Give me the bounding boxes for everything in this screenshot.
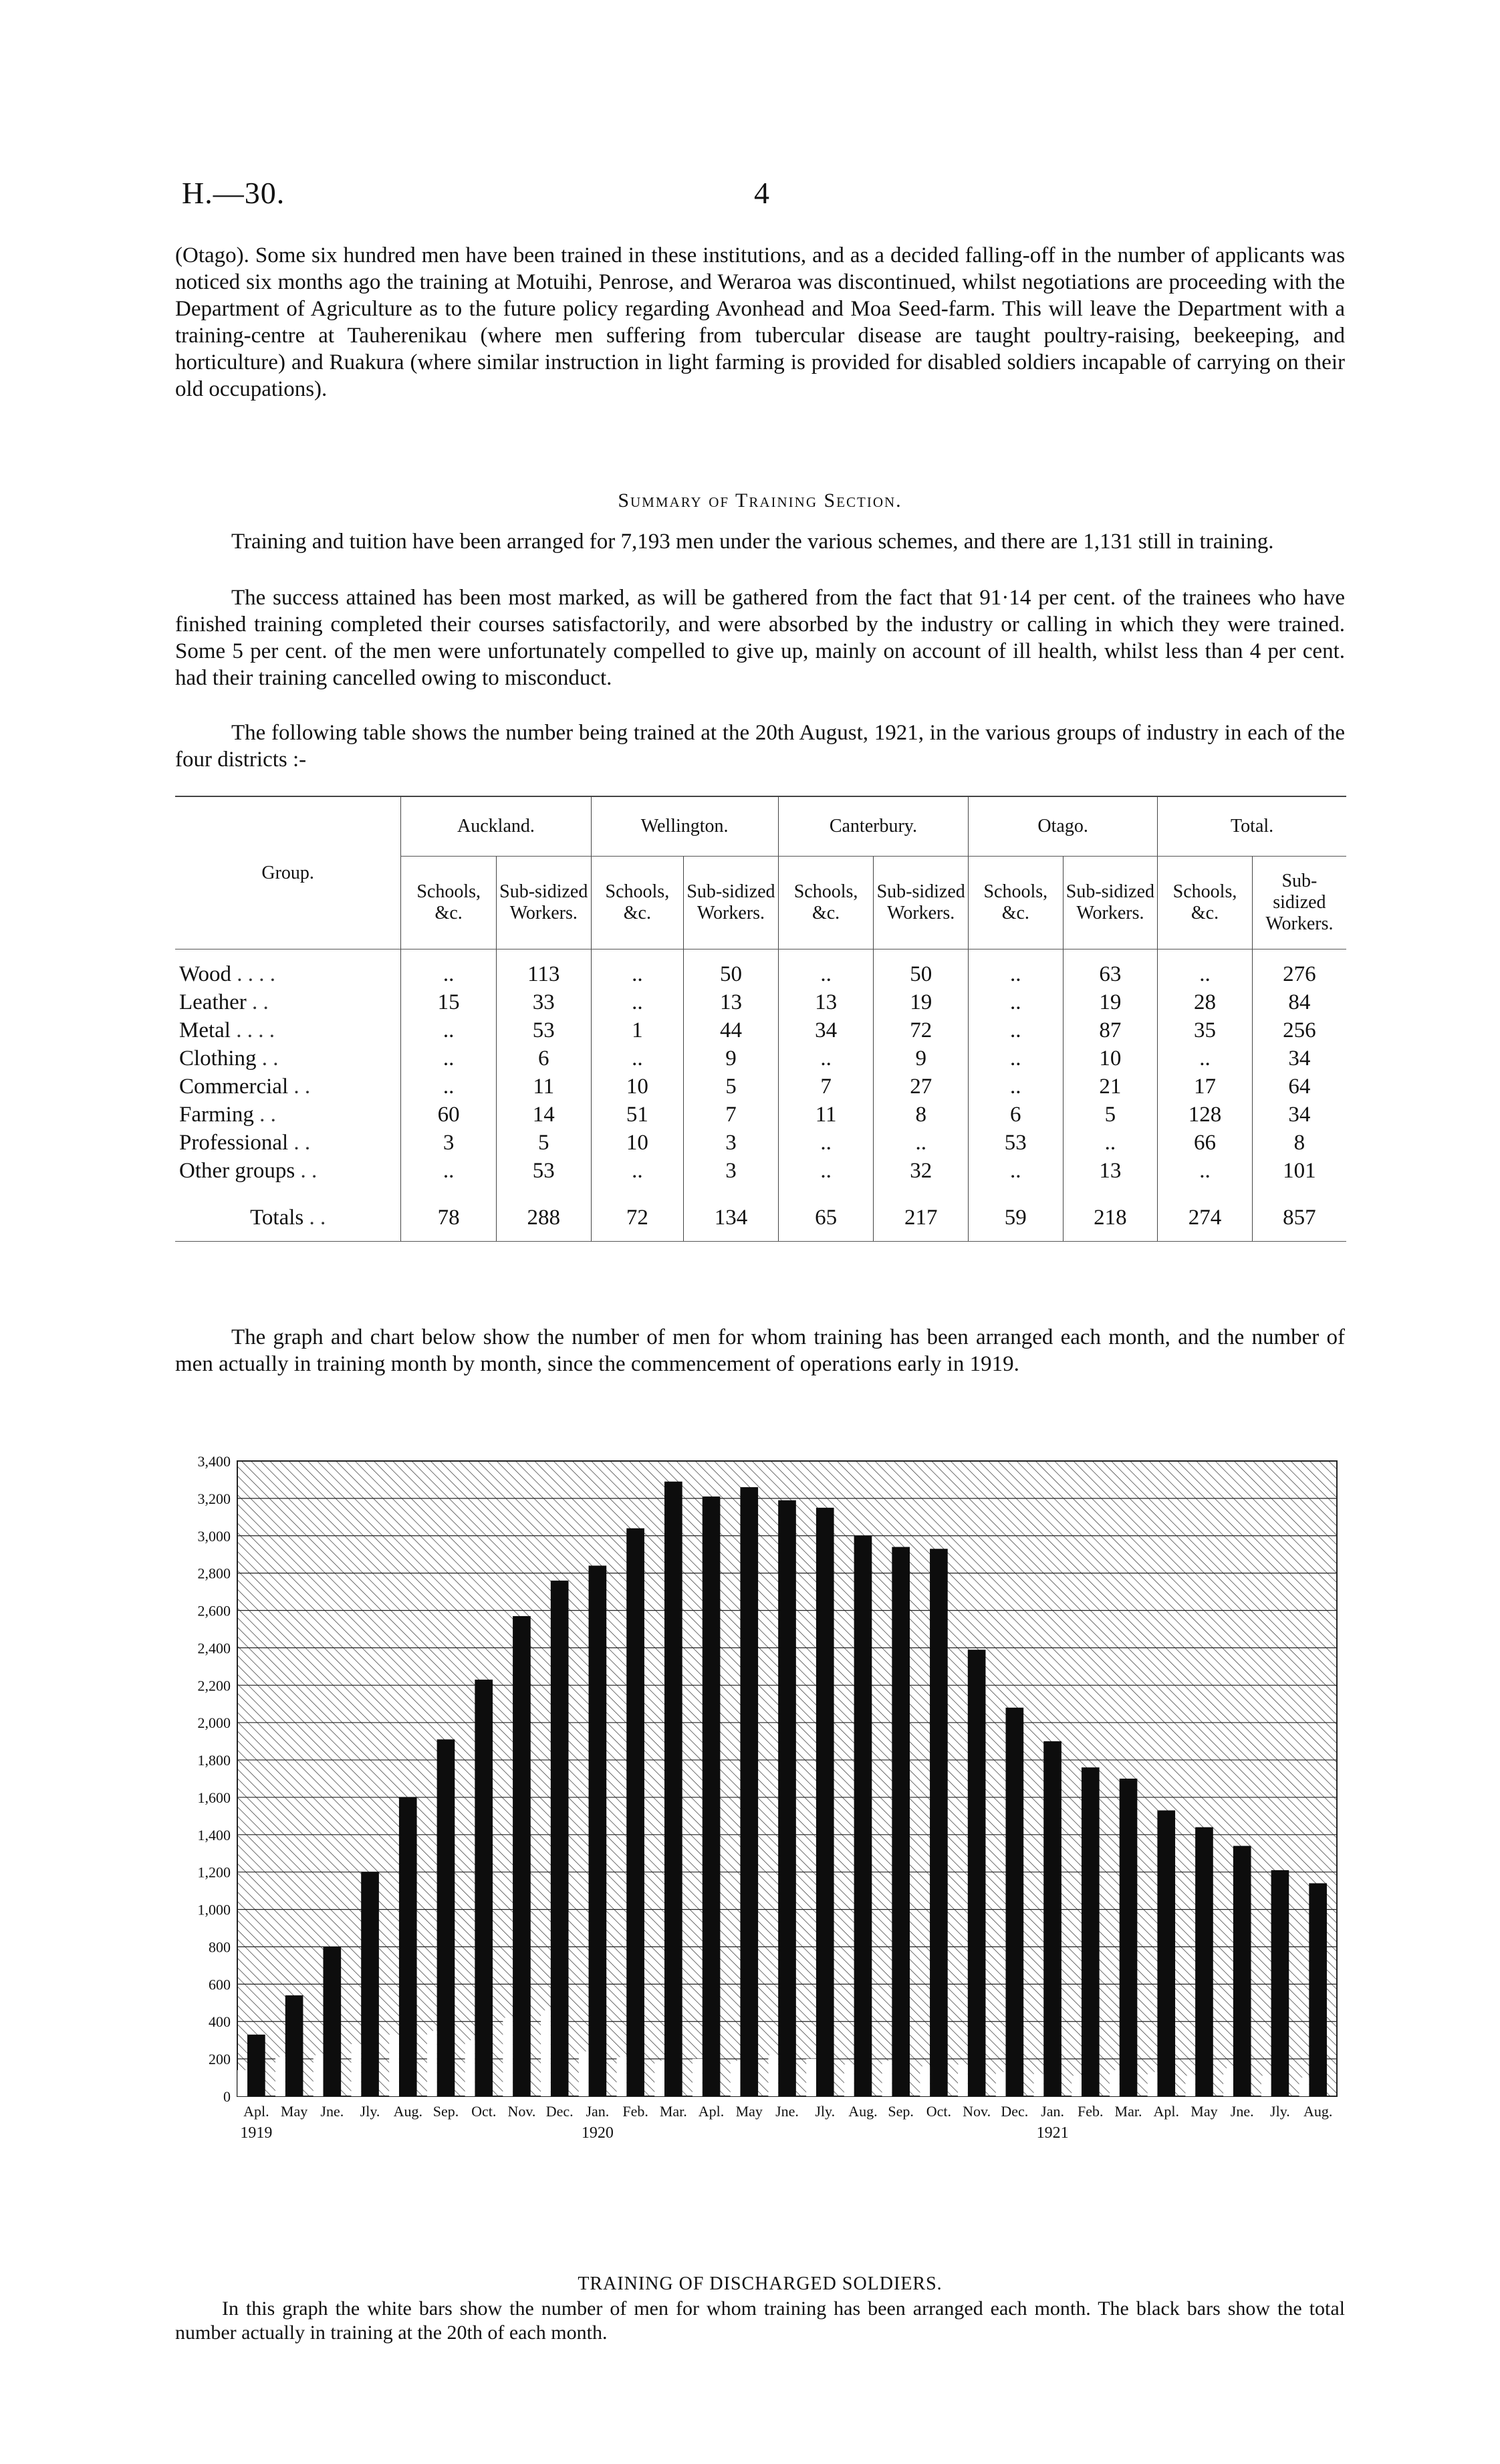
y-tick-label: 2,400 [197, 1640, 231, 1657]
x-tick-label: Jly. [1270, 2103, 1290, 2120]
sub-header-schools: Schools, &c. [401, 857, 497, 949]
bar-arranged [1223, 2068, 1233, 2096]
value-cell: .. [778, 1157, 874, 1185]
bar-in-training [1082, 1767, 1100, 2096]
y-tick-label: 3,400 [197, 1453, 231, 1470]
bar-in-training [589, 1565, 607, 2096]
bar-arranged [768, 2055, 778, 2096]
total-cell: 78 [401, 1185, 497, 1242]
y-tick-label: 800 [209, 1938, 231, 1956]
chart-title: TRAINING OF DISCHARGED SOLDIERS. [578, 2273, 943, 2294]
x-tick-label: Oct. [926, 2103, 952, 2120]
value-cell: 3 [684, 1129, 779, 1157]
value-cell: .. [874, 1129, 969, 1157]
bar-arranged [1148, 2072, 1158, 2096]
bar-in-training [892, 1547, 910, 2096]
bar-arranged [806, 2059, 816, 2096]
x-tick-label: Sep. [432, 2103, 459, 2120]
bar-arranged [731, 2061, 741, 2096]
bar-in-training [247, 2035, 265, 2096]
x-tick-label: May [1191, 2103, 1218, 2120]
bar-in-training [703, 1496, 721, 2096]
value-cell: 3 [684, 1157, 779, 1185]
paragraph-table-intro: The following table shows the number being trained at the 20th August, 1921, in the various groups of industry in each of the four districts :- [175, 721, 1345, 772]
y-tick-label: 2,800 [197, 1565, 231, 1582]
group-cell [175, 1016, 401, 1044]
x-tick-label: Jne. [1230, 2103, 1254, 2120]
x-tick-label: Jan. [1041, 2103, 1064, 2120]
bar-arranged [1072, 2076, 1082, 2096]
value-cell: 33 [496, 988, 591, 1016]
value-cell: .. [969, 1073, 1064, 1101]
y-tick-label: 200 [209, 2051, 231, 2068]
value-cell: 10 [591, 1129, 684, 1157]
value-cell: 72 [874, 1016, 969, 1044]
bar-in-training [1271, 1870, 1289, 2096]
value-cell: 53 [496, 1157, 591, 1185]
bar-in-training [1309, 1883, 1327, 2096]
group-label: Farming [179, 1103, 254, 1127]
group-label: Professional [179, 1131, 289, 1155]
value-cell: 13 [778, 988, 874, 1016]
value-cell: .. [969, 988, 1064, 1016]
group-cell [175, 1101, 401, 1129]
sub-header-schools: Schools, &c. [969, 857, 1064, 949]
leader-dots: . . [288, 1131, 311, 1155]
value-cell: 5 [684, 1073, 779, 1101]
value-cell: .. [778, 949, 874, 989]
district-header-total: Total. [1158, 796, 1346, 857]
x-tick-label: Jly. [815, 2103, 836, 2120]
table-body [175, 949, 1346, 1242]
bar-in-training [285, 1995, 303, 2096]
value-cell: 51 [591, 1101, 684, 1129]
group-label: Metal [179, 1018, 231, 1042]
bar-arranged [427, 2031, 437, 2096]
bar-arranged [503, 2018, 513, 2096]
value-cell: 35 [1158, 1016, 1253, 1044]
value-cell: 8 [1252, 1129, 1346, 1157]
training-table [175, 796, 1346, 1242]
bar-in-training [1233, 1846, 1251, 2096]
bar-in-training [1043, 1741, 1061, 2096]
value-cell: 50 [684, 949, 779, 989]
bar-in-training [1006, 1708, 1024, 2096]
value-cell: 32 [874, 1157, 969, 1185]
bar-in-training [1120, 1779, 1138, 2096]
table-row [175, 1073, 1346, 1101]
bar-in-training [626, 1529, 644, 2096]
district-header-auckland: Auckland. [401, 796, 591, 857]
value-cell: .. [1158, 949, 1253, 989]
total-cell: 134 [684, 1185, 779, 1242]
y-tick-label: 2,200 [197, 1677, 231, 1694]
table-row [175, 1129, 1346, 1157]
bar-in-training [323, 1946, 341, 2096]
value-cell: 13 [1063, 1157, 1158, 1185]
value-cell: .. [591, 1157, 684, 1185]
x-tick-label: Sep. [888, 2103, 914, 2120]
group-cell [175, 988, 401, 1016]
paragraph-success: The success attained has been most marked, as will be gathered from the fact that 91·14 per cent. of the trainees who have finished training completed their courses satisfactorily, and were absorbed by the industry or calling in which they were trained. Some 5 per cent. of the men were unfortunately compelled to give up, mainly on account of ill health, whilst less than 4 per cent. had their training cancelled owing to misconduct. [175, 586, 1345, 690]
x-tick-label: Mar. [659, 2103, 687, 2120]
leader-dots: . . . . [231, 962, 276, 986]
district-header-otago: Otago. [969, 796, 1158, 857]
y-tick-label: 3,000 [197, 1527, 231, 1545]
value-cell: 9 [874, 1044, 969, 1073]
bar-arranged [844, 2065, 854, 2097]
value-cell: 34 [1252, 1101, 1346, 1129]
table-row [175, 1157, 1346, 1185]
value-cell: 15 [401, 988, 497, 1016]
y-tick-label: 1,200 [197, 1864, 231, 1881]
leader-dots: . . [303, 1206, 326, 1230]
value-cell: .. [969, 949, 1064, 989]
value-cell: 44 [684, 1016, 779, 1044]
bar-arranged [1299, 2078, 1309, 2096]
value-cell: .. [969, 1157, 1064, 1185]
sub-header-schools: Schools, &c. [778, 857, 874, 949]
bar-arranged [996, 2072, 1006, 2096]
total-cell: 288 [496, 1185, 591, 1242]
x-tick-label: May [280, 2103, 308, 2120]
group-column-header: Group. [175, 796, 401, 949]
bar-in-training [551, 1581, 569, 2096]
group-label: Other groups [179, 1159, 295, 1183]
bar-arranged [1110, 2070, 1120, 2096]
y-tick-label: 400 [209, 2013, 231, 2031]
bar-arranged [1185, 2076, 1195, 2096]
bar-in-training [1195, 1827, 1213, 2096]
group-cell [175, 1157, 401, 1185]
value-cell: 101 [1252, 1157, 1346, 1185]
bar-in-training [399, 1797, 417, 2096]
value-cell: 13 [684, 988, 779, 1016]
table-row [175, 1101, 1346, 1129]
sub-header-subsidized: Sub-sidized Workers. [1063, 857, 1158, 949]
table-row [175, 1044, 1346, 1073]
page-header [182, 175, 1342, 215]
district-header-canterbury: Canterbury. [778, 796, 968, 857]
x-tick-label: Mar. [1114, 2103, 1142, 2120]
year-label: 1921 [1036, 2124, 1069, 2142]
group-cell [175, 1073, 401, 1101]
sub-header-schools: Schools, &c. [591, 857, 684, 949]
bar-arranged [882, 2061, 892, 2096]
sub-header-subsidized: Sub-sidized Workers. [1252, 857, 1346, 949]
value-cell: 128 [1158, 1101, 1253, 1129]
value-cell: 53 [969, 1129, 1064, 1157]
year-label: 1919 [240, 2124, 273, 2142]
leader-dots: . . . . [230, 1018, 275, 1042]
value-cell: 9 [684, 1044, 779, 1073]
value-cell: .. [401, 949, 497, 989]
x-tick-label: Aug. [1303, 2103, 1333, 2120]
totals-row [175, 1185, 1346, 1242]
total-cell: 274 [1158, 1185, 1253, 1242]
value-cell: .. [401, 1157, 497, 1185]
y-tick-label: 1,000 [197, 1901, 231, 1918]
value-cell: 50 [874, 949, 969, 989]
x-tick-label: Apl. [1153, 2103, 1179, 2120]
bar-arranged [237, 2070, 247, 2096]
bar-in-training [816, 1508, 834, 2096]
value-cell: .. [401, 1016, 497, 1044]
value-cell: 64 [1252, 1073, 1346, 1101]
value-cell: .. [969, 1044, 1064, 1073]
value-cell: 66 [1158, 1129, 1253, 1157]
y-tick-label: 2,600 [197, 1602, 231, 1619]
bar-in-training [778, 1500, 796, 2096]
value-cell: 7 [778, 1073, 874, 1101]
value-cell: 27 [874, 1073, 969, 1101]
bar-in-training [437, 1739, 455, 2096]
total-cell: 218 [1063, 1185, 1158, 1242]
total-cell: 59 [969, 1185, 1064, 1242]
leader-dots: . . [288, 1075, 311, 1099]
value-cell: 34 [778, 1016, 874, 1044]
leader-dots: . . [295, 1159, 318, 1183]
group-cell [175, 1044, 401, 1073]
bar-in-training [513, 1616, 531, 2096]
totals-label-cell [175, 1185, 401, 1242]
value-cell: .. [591, 1044, 684, 1073]
bar-in-training [968, 1650, 986, 2096]
bar-arranged [920, 2066, 930, 2096]
x-tick-label: Jan. [586, 2103, 610, 2120]
group-cell [175, 1129, 401, 1157]
x-tick-label: Aug. [393, 2103, 422, 2120]
value-cell: 7 [684, 1101, 779, 1129]
group-label: Clothing [179, 1046, 257, 1071]
value-cell: 87 [1063, 1016, 1158, 1044]
total-cell: 857 [1252, 1185, 1346, 1242]
value-cell: .. [591, 949, 684, 989]
district-header-wellington: Wellington. [591, 796, 778, 857]
table-row [175, 949, 1346, 989]
value-cell: 10 [1063, 1044, 1158, 1073]
value-cell: .. [1063, 1129, 1158, 1157]
value-cell: 84 [1252, 988, 1346, 1016]
x-tick-label: Dec. [545, 2103, 574, 2120]
value-cell: .. [401, 1073, 497, 1101]
group-cell [175, 949, 401, 989]
value-cell: 11 [496, 1073, 591, 1101]
leader-dots: . . [256, 1046, 279, 1071]
total-cell: 217 [874, 1185, 969, 1242]
bar-in-training [1157, 1811, 1175, 2097]
bar-in-training [475, 1680, 493, 2096]
total-cell: 65 [778, 1185, 874, 1242]
value-cell: 8 [874, 1101, 969, 1129]
bar-arranged [1033, 2074, 1043, 2096]
value-cell: 53 [496, 1016, 591, 1044]
bar-arranged [314, 2055, 324, 2096]
document-reference: H.—30. [182, 176, 285, 210]
value-cell: 28 [1158, 988, 1253, 1016]
value-cell: 11 [778, 1101, 874, 1129]
training-bar-chart [160, 1428, 1350, 2270]
graph-intro-paragraph: The graph and chart below show the number of men for whom training has been arranged each month, and the number of men actually in training month by month, since the commencement of operations early in 1919. [175, 1325, 1345, 1376]
value-cell: 19 [874, 988, 969, 1016]
paragraph-training-arranged: Training and tuition have been arranged for 7,193 men under the various schemes, and there are 1,131 still in training. [231, 530, 1274, 554]
value-cell: 5 [496, 1129, 591, 1157]
x-tick-label: May [735, 2103, 763, 2120]
value-cell: 113 [496, 949, 591, 989]
x-tick-label: Jne. [775, 2103, 799, 2120]
totals-label: Totals [250, 1206, 304, 1230]
chart-caption: In this graph the white bars show the number of men for whom training has been arranged each month. The black bars show the total number actually in training at the 20th of each month. [175, 2298, 1345, 2344]
y-tick-label: 1,600 [197, 1789, 231, 1806]
group-label: Wood [179, 962, 232, 986]
value-cell: .. [969, 1016, 1064, 1044]
leader-dots: . . [253, 1103, 276, 1127]
value-cell: .. [778, 1129, 874, 1157]
bar-arranged [1261, 2076, 1271, 2096]
sub-header-subsidized: Sub-sidized Workers. [496, 857, 591, 949]
bar-in-training [361, 1872, 379, 2096]
sub-header-subsidized: Sub-sidized Workers. [874, 857, 969, 949]
table-row [175, 988, 1346, 1016]
x-tick-label: Oct. [471, 2103, 497, 2120]
section-heading: Summary of Training Section. [618, 489, 902, 512]
bar-in-training [664, 1482, 682, 2096]
bar-arranged [351, 2044, 361, 2096]
bar-in-training [854, 1536, 872, 2096]
bar-arranged [275, 2057, 285, 2096]
x-tick-label: Nov. [507, 2103, 536, 2120]
group-label: Commercial [179, 1075, 289, 1099]
leader-dots: . . [246, 990, 269, 1014]
bar-in-training [740, 1487, 758, 2096]
value-cell: 63 [1063, 949, 1158, 989]
x-tick-label: Jly. [360, 2103, 380, 2120]
page-number: 4 [754, 176, 769, 210]
y-tick-label: 3,200 [197, 1490, 231, 1507]
value-cell: .. [591, 988, 684, 1016]
value-cell: 17 [1158, 1073, 1253, 1101]
value-cell: .. [1158, 1044, 1253, 1073]
value-cell: .. [778, 1044, 874, 1073]
y-tick-label: 2,000 [197, 1714, 231, 1732]
value-cell: 60 [401, 1101, 497, 1129]
x-tick-label: Jne. [320, 2103, 344, 2120]
y-tick-label: 0 [223, 2088, 231, 2105]
sub-header-subsidized: Sub-sidized Workers. [684, 857, 779, 949]
x-tick-label: Aug. [848, 2103, 878, 2120]
value-cell: 6 [496, 1044, 591, 1073]
value-cell: 34 [1252, 1044, 1346, 1073]
x-tick-label: Feb. [1078, 2103, 1104, 2120]
value-cell: 21 [1063, 1073, 1158, 1101]
sub-header-schools: Schools, &c. [1158, 857, 1253, 949]
x-tick-label: Nov. [963, 2103, 991, 2120]
value-cell: 10 [591, 1073, 684, 1101]
y-tick-label: 1,400 [197, 1826, 231, 1843]
value-cell: 6 [969, 1101, 1064, 1129]
bar-arranged [579, 2051, 589, 2096]
value-cell: 5 [1063, 1101, 1158, 1129]
bar-arranged [541, 2010, 551, 2096]
year-label: 1920 [581, 2124, 614, 2142]
value-cell: 19 [1063, 988, 1158, 1016]
bar-arranged [958, 2065, 968, 2097]
total-cell: 72 [591, 1185, 684, 1242]
bar-arranged [617, 2057, 627, 2096]
value-cell: 3 [401, 1129, 497, 1157]
bar-in-training [930, 1549, 948, 2096]
x-tick-label: Apl. [698, 2103, 725, 2120]
x-tick-label: Dec. [1001, 2103, 1029, 2120]
group-label: Leather [179, 990, 247, 1014]
bar-arranged [693, 2059, 703, 2096]
x-tick-label: Feb. [622, 2103, 648, 2120]
x-tick-label: Apl. [243, 2103, 269, 2120]
value-cell: .. [1158, 1157, 1253, 1185]
value-cell: .. [401, 1044, 497, 1073]
bar-arranged [654, 2061, 664, 2096]
value-cell: 1 [591, 1016, 684, 1044]
table-row [175, 1016, 1346, 1044]
value-cell: 256 [1252, 1016, 1346, 1044]
value-cell: 276 [1252, 949, 1346, 989]
value-cell: 14 [496, 1101, 591, 1129]
y-tick-label: 1,800 [197, 1752, 231, 1769]
bar-arranged [465, 2040, 475, 2096]
intro-paragraph: (Otago). Some six hundred men have been trained in these institutions, and as a decided falling-off in the number of applicants was noticed six months ago the training at Motuihi, Penrose, and Weraroa was discontinued, whilst negotiations are proceeding with the Department of Agriculture as to the future policy regarding Avonhead and Moa Seed-farm. This will leave the Department with a training-centre at Tauherenikau (where men suffering from tubercular disease are taught poultry-raising, beekeeping, and horticulture) and Ruakura (where similar instruction in light farming is provided for disabled soldiers incapable of carrying on their old occupations). [175, 243, 1345, 401]
bar-arranged [389, 2035, 399, 2096]
y-tick-label: 600 [209, 1976, 231, 1993]
